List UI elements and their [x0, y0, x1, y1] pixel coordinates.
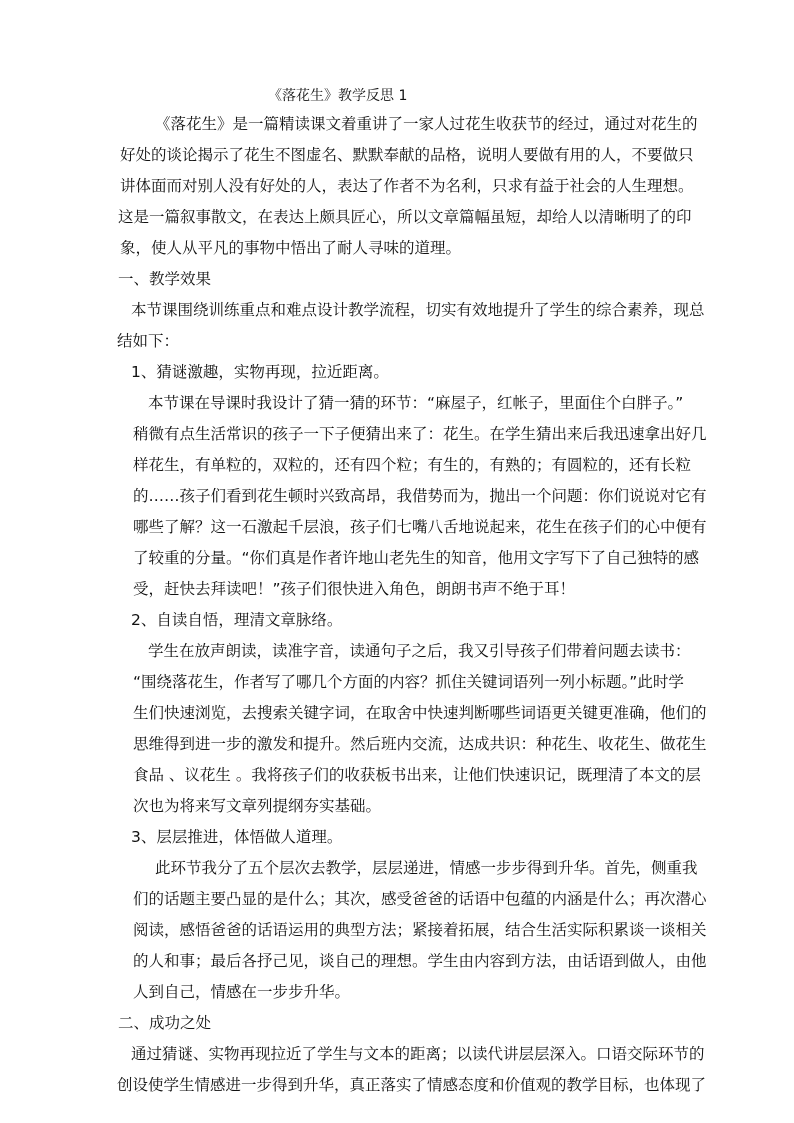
point-line: 的人和事；最后各抒己见，谈自己的理想。学生由内容到方法，由话语到做人，由他 [133, 952, 707, 970]
point-line: 此环节我分了五个层次去教学，层层递进，情感一步步得到升华。首先，侧重我 [155, 859, 698, 877]
section2-line: 创设使学生情感进一步得到升华，真正落实了情感态度和价值观的教学目标，也体现了 [117, 1076, 707, 1094]
point-line: 们的话题主要凸显的是什么；其次，感受爸爸的话语中包蕴的内涵是什么；再次潜心 [133, 890, 707, 908]
point-line: 稍微有点生活常识的孩子一下子便猜出来了：花生。在学生猜出来后我迅速拿出好几 [133, 425, 707, 443]
point-line: 受，赶快去拜读吧！”孩子们很快进入角色，朗朗书声不绝于耳！ [133, 580, 576, 598]
summary-line: 结如下： [117, 332, 180, 350]
section-heading: 一、教学效果 [118, 270, 212, 288]
point-heading: 1、猜谜激趣，实物再现，拉近距离。 [131, 363, 389, 381]
section-heading: 二、成功之处 [118, 1014, 212, 1032]
point-line: 人到自己，情感在一步步升华。 [133, 983, 351, 1001]
section2-line: 通过猜谜、实物再现拉近了学生与文本的距离；以读代讲层层深入。口语交际环节的 [131, 1045, 705, 1063]
point-heading: 2、自读自悟，理清文章脉络。 [131, 611, 343, 629]
point-line: 本节课在导课时我设计了猜一猜的环节：“麻屋子，红帐子，里面住个白胖子。” [148, 394, 684, 412]
intro-line: 《落花生》是一篇精读课文着重讲了一家人过花生收获节的经过，通过对花生的 [155, 115, 698, 133]
summary-line: 本节课围绕训练重点和难点设计教学流程，切实有效地提升了学生的综合素养，现总 [131, 301, 705, 319]
point-line: 哪些了解？这一石激起千层浪，孩子们七嘴八舌地说起来，花生在孩子们的心中便有 [133, 518, 707, 536]
point-line: 学生在放声朗读，读准字音，读通句子之后，我又引导孩子们带着问题去读书： [148, 642, 691, 660]
document-title: 《落花生》教学反思 1 [268, 88, 408, 104]
intro-line: 好处的谈论揭示了花生不图虚名、默默奉献的品格，说明人要做有用的人，不要做只 [120, 146, 694, 164]
point-line: 食品 、议花生 。我将孩子们的收获板书出来，让他们快速识记，既理清了本文的层 [133, 766, 701, 784]
point-line: 样花生，有单粒的，双粒的，还有四个粒；有生的，有熟的；有圆粒的，还有长粒 [133, 456, 692, 474]
point-line: 了较重的分量。“你们真是作者许地山老先生的知音，他用文字写下了自己独特的感 [133, 549, 700, 567]
point-heading: 3、层层推进，体悟做人道理。 [131, 828, 343, 846]
point-line: 思维得到进一步的激发和提升。然后班内交流，达成共识：种花生、收花生、做花生 [133, 735, 707, 753]
point-line: 生们快速浏览，去搜索关键字词，在取舍中快速判断哪些词语更关键更准确，他们的 [133, 704, 707, 722]
point-line: 的……孩子们看到花生顿时兴致高昂，我借势而为，抛出一个问题：你们说说对它有 [133, 487, 707, 505]
point-line: 次也为将来写文章列提纲夯实基础。 [133, 797, 382, 815]
intro-line: 这是一篇叙事散文，在表达上颇具匠心，所以文章篇幅虽短，却给人以清晰明了的印 [118, 208, 692, 226]
intro-line: 象，使人从平凡的事物中悟出了耐人寻味的道理。 [120, 239, 462, 257]
point-line: “围绕落花生，作者写了哪几个方面的内容？抓住关键词语列一列小标题。”此时学 [133, 673, 684, 691]
intro-line: 讲体面而对别人没有好处的人，表达了作者不为名利，只求有益于社会的人生理想。 [120, 177, 694, 195]
point-line: 阅读，感悟爸爸的话语运用的典型方法；紧接着拓展，结合生活实际积累谈一谈相关 [133, 921, 707, 939]
